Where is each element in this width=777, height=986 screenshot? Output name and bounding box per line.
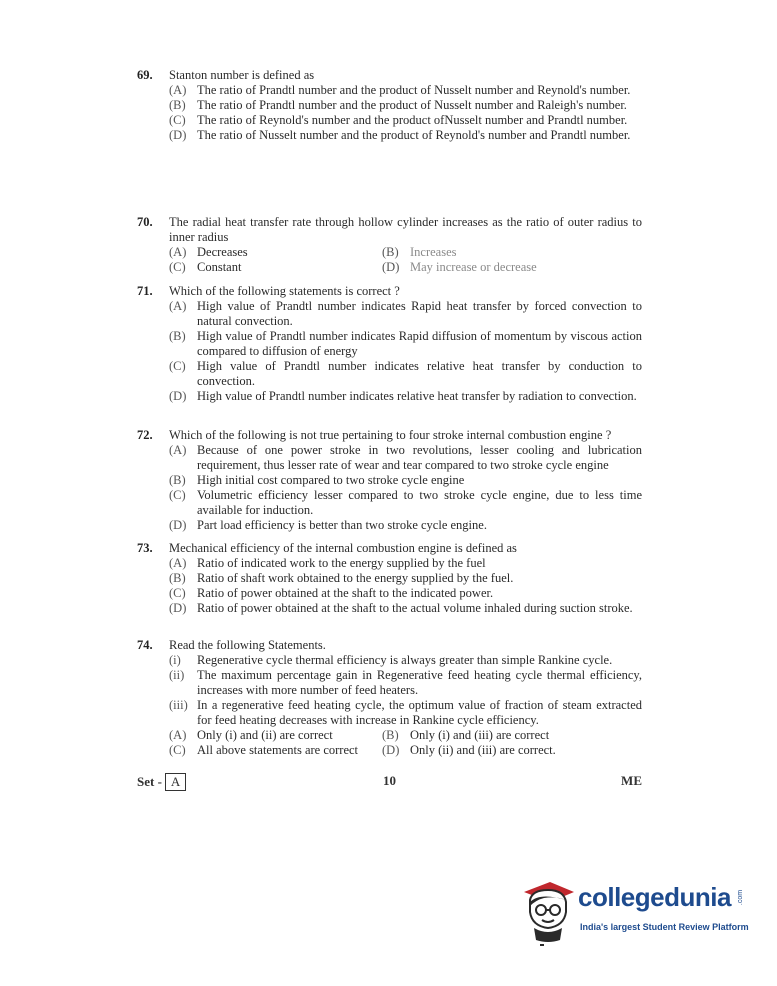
question-number: 70. [137, 215, 153, 229]
set-indicator [137, 773, 186, 791]
option: (C) Volumetric efficiency lesser compared to two stroke cycle engine, due to less time available for induction. [169, 488, 642, 517]
set-value-box: A [165, 773, 186, 791]
option: (A) The ratio of Prandtl number and the product of Nusselt number and Reynold's number. [169, 83, 631, 97]
option: (A) Only (i) and (ii) are correct [169, 728, 333, 742]
option: (B) The ratio of Prandtl number and the product of Nusselt number and Raleigh's number. [169, 98, 627, 112]
option: (D) The ratio of Nusselt number and the product of Reynold's number and Prandtl number. [169, 128, 631, 142]
option: (D) High value of Prandtl number indicates relative heat transfer by radiation to convection. [169, 389, 637, 403]
option: (C) Ratio of power obtained at the shaft to the indicated power. [169, 586, 494, 600]
option: (A) High value of Prandtl number indicates Rapid heat transfer by forced convection to natural convection. [169, 299, 642, 328]
mascot-icon [520, 878, 576, 948]
option: (A) Ratio of indicated work to the energy supplied by the fuel [169, 556, 486, 570]
option: (C) All above statements are correct [169, 743, 359, 757]
question-text: Which of the following is not true pertaining to four stroke internal combustion engine ? [169, 428, 612, 442]
page-number: 10 [383, 773, 396, 788]
question-text: Stanton number is defined as [169, 68, 315, 82]
set-label: Set - [137, 774, 162, 789]
option: (D) May increase or decrease [382, 260, 537, 274]
option: (B) Only (i) and (iii) are correct [382, 728, 550, 742]
question-text: Read the following Statements. [169, 638, 326, 652]
option: (D) Only (ii) and (iii) are correct. [382, 743, 556, 757]
branch-code: ME [621, 773, 642, 788]
question-text: Which of the following statements is correct ? [169, 284, 400, 298]
brand-suffix: .com [737, 889, 745, 906]
option: (C) Constant [169, 260, 242, 274]
option: (D) Ratio of power obtained at the shaft to the actual volume inhaled during suction stroke. [169, 601, 633, 615]
option: (A) Because of one power stroke in two revolutions, lesser cooling and lubrication requirement, thus lesser rate of wear and tear compared to two stroke cycle engine [169, 443, 642, 472]
brand-tagline: India's largest Student Review Platform [580, 922, 749, 932]
question-number: 74. [137, 638, 153, 652]
question-72 [137, 428, 642, 533]
question-number: 73. [137, 541, 153, 555]
question-number: 69. [137, 68, 153, 82]
option: (C) The ratio of Reynold's number and the product ofNusselt number and Prandtl number. [169, 113, 628, 127]
brand-name: collegedunia [578, 882, 731, 912]
question-number: 71. [137, 284, 153, 298]
question-74 [137, 638, 642, 758]
statement: (iii) In a regenerative feed heating cycle, the optimum value of fraction of steam extracted for feed heating decreases with increase in Rankine cycle efficiency. [169, 698, 642, 727]
question-text: The radial heat transfer rate through hollow cylinder increases as the ratio of outer radius to inner radius [169, 215, 642, 244]
option: (B) High value of Prandtl number indicates Rapid diffusion of momentum by viscous action compared to diffusion of energy [169, 329, 642, 358]
option: (A) Decreases [169, 245, 248, 259]
page-footer [137, 773, 642, 791]
option: (C) High value of Prandtl number indicates relative heat transfer by conduction to convection. [169, 359, 642, 388]
question-69 [137, 68, 642, 143]
collegedunia-logo [520, 878, 750, 948]
question-number: 72. [137, 428, 153, 442]
statement: (i) Regenerative cycle thermal efficiency is always greater than simple Rankine cycle. [169, 653, 613, 667]
statement: (ii) The maximum percentage gain in Regenerative feed heating cycle thermal efficiency, increases with more number of feed heaters. [169, 668, 642, 697]
question-text: Mechanical efficiency of the internal combustion engine is defined as [169, 541, 517, 555]
question-71 [137, 284, 642, 404]
option: (D) Part load efficiency is better than two stroke cycle engine. [169, 518, 487, 532]
option: (B) Ratio of shaft work obtained to the energy supplied by the fuel. [169, 571, 514, 585]
question-73 [137, 541, 642, 616]
option: (B) Increases [382, 245, 457, 259]
option: (B) High initial cost compared to two stroke cycle engine [169, 473, 465, 487]
question-70 [137, 215, 642, 275]
